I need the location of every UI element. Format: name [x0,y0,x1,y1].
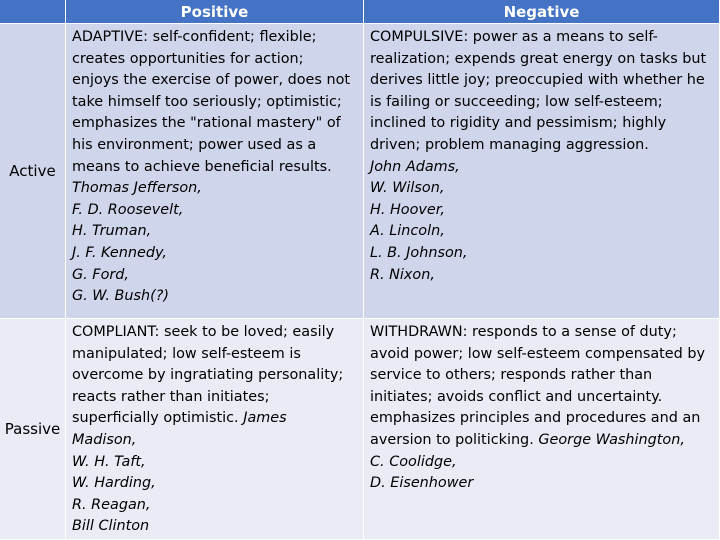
row-label-passive: Passive [0,319,66,540]
president-name: George Washington, [538,431,685,448]
text-line [72,92,363,114]
text-line [370,49,719,71]
line-text: realization; expends great energy on tasks but [370,50,707,67]
line-text: emphasizes principles and procedures and an [370,410,701,427]
line-text: derives little joy; preoccupied with whether he [370,72,705,89]
cell-passive-positive [66,319,364,540]
header-corner [0,0,66,24]
line-text: overcome by ingratiating personality; [72,367,344,384]
text-line [72,408,363,430]
text-line [72,49,363,71]
text-line [370,135,719,157]
cell-active-negative [364,24,720,319]
line-text: manipulated; low self-esteem is [72,345,301,362]
president-name: J. F. Kennedy, [72,244,167,261]
line-text: take himself too seriously; optimistic; [72,93,342,110]
president-name: D. Eisenhower [370,475,474,492]
text-line [370,178,719,200]
president-name: John Adams, [370,158,460,175]
president-name: R. Nixon, [370,266,435,283]
text-line [370,452,719,474]
line-text: COMPULSIVE: power as a means to self- [370,29,658,45]
text-line [370,27,719,49]
text-line [370,243,719,265]
line-text: initiates; avoids conflict and uncertainty. [370,388,663,405]
text-line [72,495,363,517]
text-line [72,265,363,287]
text-line [72,286,363,308]
line-text: aversion to politicking. [370,431,539,448]
text-line [72,516,363,538]
president-name: H. Truman, [72,223,152,240]
text-line [72,221,363,243]
president-name: G. Ford, [72,266,130,283]
line-text: avoid power; low self-esteem compensated by [370,345,706,362]
cell-passive-negative [364,319,720,540]
line-text: means to achieve beneficial results. [72,158,332,175]
text-line [72,473,363,495]
line-text: COMPLIANT: seek to be loved; easily [72,324,335,340]
president-name: W. Wilson, [370,180,445,197]
president-name: W. H. Taft, [72,453,146,470]
president-name: James [243,410,287,427]
line-text: ADAPTIVE: self-confident; flexible; [72,29,317,45]
president-name: Thomas Jefferson, [72,180,202,197]
text-line [370,265,719,287]
text-line [370,221,719,243]
line-text: enjoys the exercise of power, does not [72,72,351,89]
line-text: WITHDRAWN: responds to a sense of duty; [370,324,677,340]
text-line [72,452,363,474]
header-positive: Positive [66,0,364,24]
header-negative: Negative [364,0,720,24]
line-text: superficially optimistic. [72,410,244,427]
text-line [72,113,363,135]
line-text: driven; problem managing aggression. [370,136,649,153]
president-name: F. D. Roosevelt, [72,201,184,218]
text-line [370,92,719,114]
text-line [370,113,719,135]
text-line [370,200,719,222]
text-line [72,243,363,265]
text-line [72,387,363,409]
text-line [72,157,363,179]
text-line [370,157,719,179]
text-line [72,200,363,222]
president-name: R. Reagan, [72,496,151,513]
text-line [72,322,363,344]
text-line [72,365,363,387]
text-line [72,70,363,92]
text-line [370,408,719,430]
row-label-active: Active [0,24,66,319]
line-text: his environment; power used as a [72,136,317,153]
text-line [72,344,363,366]
president-name: Madison, [72,431,137,448]
text-line [72,27,363,49]
text-line [370,70,719,92]
line-text: creates opportunities for action; [72,50,304,67]
president-name: Bill Clinton [72,518,150,535]
president-name: L. B. Johnson, [370,244,468,261]
text-line [72,178,363,200]
text-line [370,322,719,344]
text-line [370,430,719,452]
cell-active-positive [66,24,364,319]
line-text: reacts rather than initiates; [72,388,270,405]
text-line [370,387,719,409]
president-name: C. Coolidge, [370,453,457,470]
text-line [370,473,719,495]
text-line [370,365,719,387]
president-name: H. Hoover, [370,201,445,218]
text-line [370,344,719,366]
president-name: G. W. Bush(?) [72,288,169,305]
president-name: A. Lincoln, [370,223,445,240]
line-text: is failing or succeeding; low self-esteem; [370,93,663,110]
line-text: inclined to rigidity and pessimism; highly [370,115,667,132]
text-line [72,135,363,157]
text-line [72,430,363,452]
line-text: emphasizes the "rational mastery" of [72,115,341,132]
president-name: W. Harding, [72,475,156,492]
line-text: service to others; responds rather than [370,367,653,384]
